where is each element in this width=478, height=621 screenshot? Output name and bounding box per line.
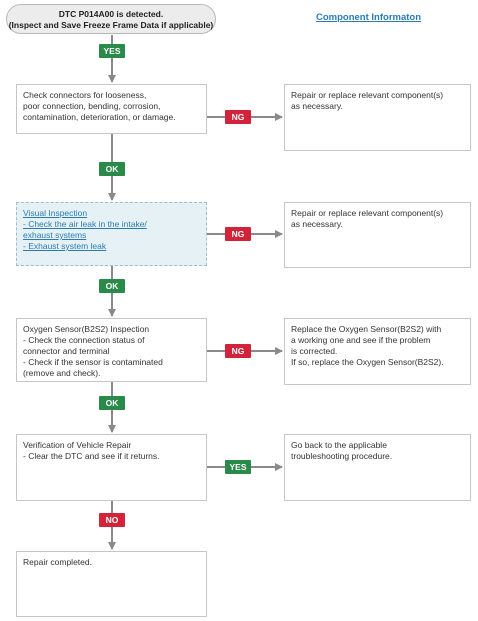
step-repair-completed: [16, 551, 207, 617]
result-troubleshooting: [284, 434, 471, 501]
ok-badge-1: OK: [99, 162, 125, 176]
step-text: - Clear the DTC and see if it returns.: [23, 451, 160, 461]
step-text: (remove and check).: [23, 368, 101, 378]
result-text: If so, replace the Oxygen Sensor(B2S2).: [291, 357, 444, 367]
air-leak-link[interactable]: - Check the air leak in the intake/: [23, 219, 147, 229]
result-text: troubleshooting procedure.: [291, 451, 393, 461]
ng-badge-3: NG: [225, 344, 251, 358]
step-text: - Check the connection status of: [23, 335, 145, 345]
step-text: Verification of Vehicle Repair: [23, 440, 132, 450]
result-text: Repair or replace relevant component(s): [291, 90, 444, 100]
result-text: Repair or replace relevant component(s): [291, 208, 444, 218]
result-text: Go back to the applicable: [291, 440, 387, 450]
ok-badge-2: OK: [99, 279, 125, 293]
exhaust-leak-link[interactable]: - Exhaust system leak: [23, 241, 107, 251]
result-text: a working one and see if the problem: [291, 335, 431, 345]
step-text: - Check if the sensor is contaminated: [23, 357, 163, 367]
step-oxygen-sensor-inspection: [16, 318, 207, 382]
ng-badge-1: NG: [225, 110, 251, 124]
step-text: connector and terminal: [23, 346, 110, 356]
result-replace-sensor: [284, 318, 471, 385]
result-text: is corrected.: [291, 346, 338, 356]
ok-badge-3: OK: [99, 396, 125, 410]
step-visual-inspection: [16, 202, 207, 266]
step-text: Repair completed.: [23, 557, 92, 567]
result-repair-replace-1: [284, 84, 471, 151]
step-verification: [16, 434, 207, 501]
result-repair-replace-2: [284, 202, 471, 268]
ng-badge-2: NG: [225, 227, 251, 241]
result-text: as necessary.: [291, 219, 343, 229]
visual-inspection-link[interactable]: Visual Inspection: [23, 208, 88, 218]
step-text: Check connectors for looseness,: [23, 90, 147, 100]
air-leak-link-cont[interactable]: exhaust systems: [23, 230, 87, 240]
result-text: Replace the Oxygen Sensor(B2S2) with: [291, 324, 442, 334]
dtc-title: DTC P014A00 is detected.: [58, 9, 164, 19]
component-information-link[interactable]: Component Informaton: [316, 12, 422, 23]
result-text: as necessary.: [291, 101, 343, 111]
step-text: contamination, deterioration, or damage.: [23, 112, 176, 122]
step-text: Oxygen Sensor(B2S2) Inspection: [23, 324, 150, 334]
dtc-subtitle: (Inspect and Save Freeze Frame Data if applicable): [8, 20, 214, 30]
yes-badge: YES: [99, 44, 125, 58]
step-text: poor connection, bending, corrosion,: [23, 101, 161, 111]
step-check-connectors: [16, 84, 207, 134]
no-badge: NO: [99, 513, 125, 527]
dtc-start-node: [6, 4, 216, 34]
yes-badge-2: YES: [225, 460, 251, 474]
